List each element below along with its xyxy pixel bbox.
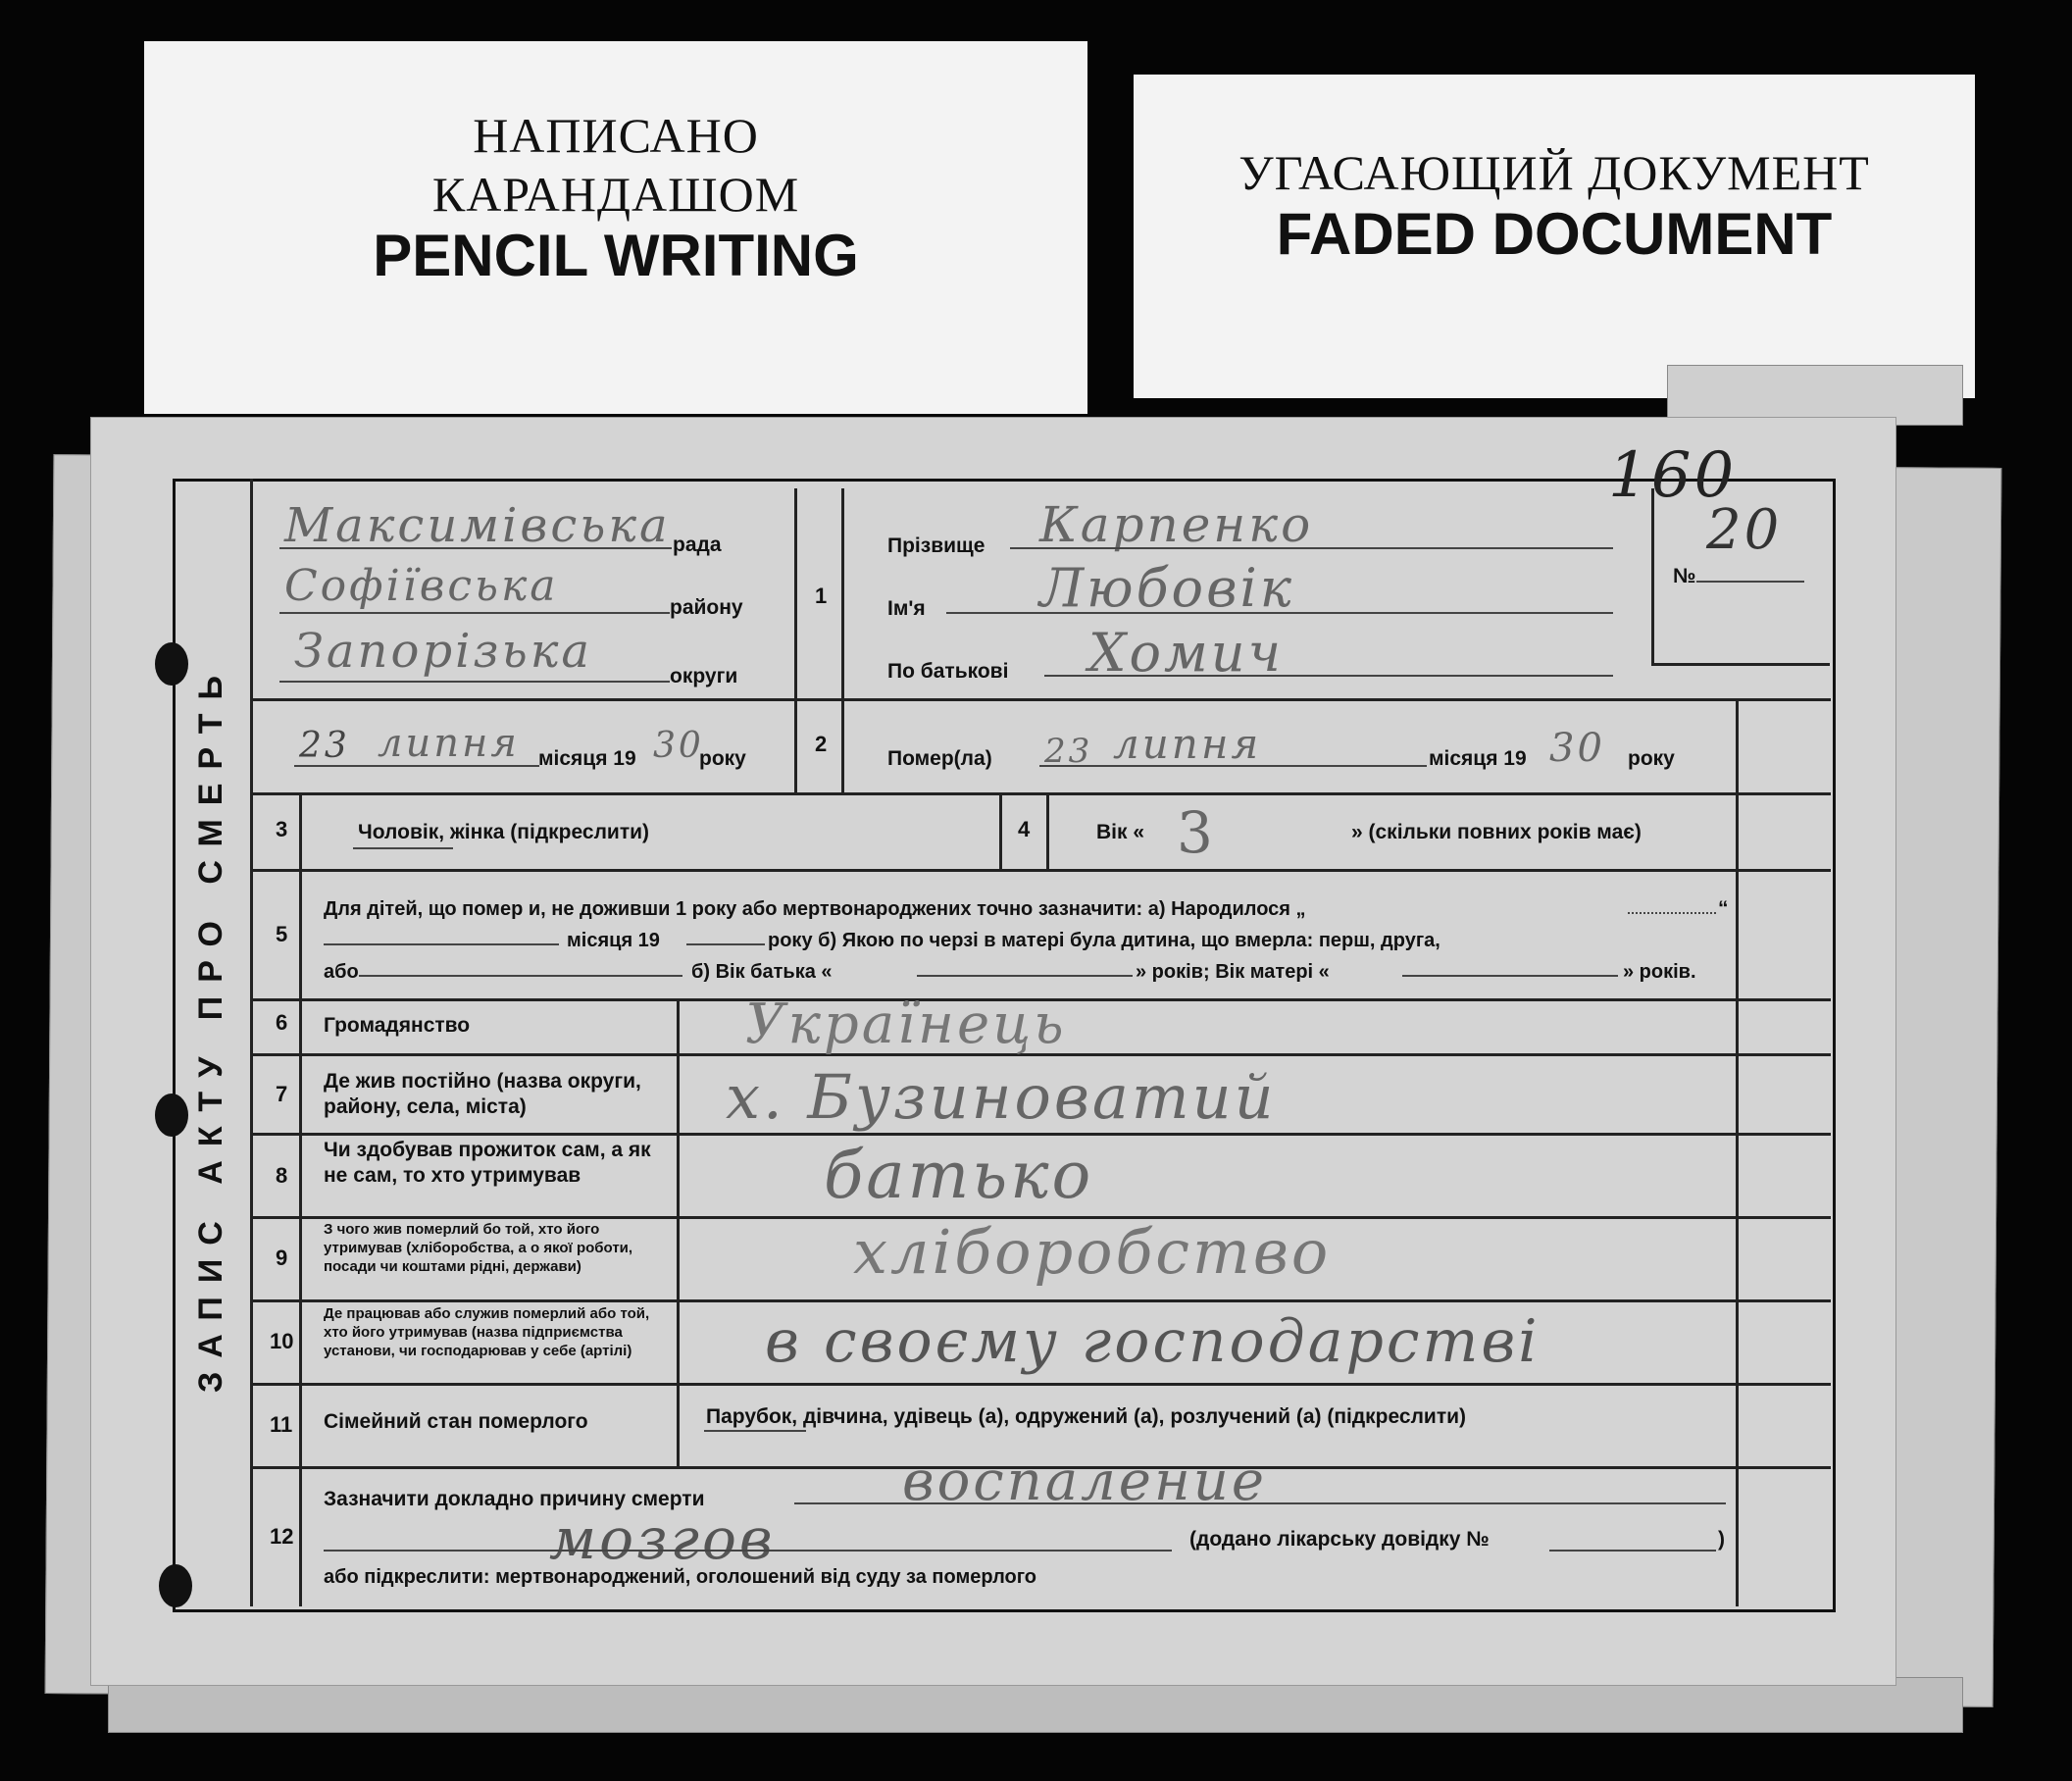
income-source-value: хліборобство	[853, 1216, 1332, 1288]
card-ru-line1: НАПИСАНО	[473, 108, 759, 163]
died-day: 23	[1044, 732, 1093, 771]
record-number-bottom: 20	[1706, 498, 1783, 562]
vertical-title: ЗАПИС АКТУ ПРО СМЕРТЬ	[192, 662, 229, 1393]
name-label: Ім'я	[887, 597, 926, 620]
okrug-value: Запорізька	[294, 624, 593, 679]
row-number: 5	[276, 922, 288, 946]
record-number-top: 160	[1608, 439, 1738, 512]
income-source-label: З чого жив померлий бо той, хто його утримував (хліборобства, а о якої роботи, посади чи коштами рідні, держави)	[324, 1221, 633, 1275]
rayon-label: району	[670, 596, 743, 619]
surname-label: Прізвище	[887, 534, 985, 557]
reg-year: 30	[653, 726, 704, 766]
row-number: 9	[276, 1246, 288, 1270]
surname-value: Карпенко	[1039, 496, 1314, 553]
row-number: 10	[270, 1329, 294, 1353]
underline-male	[353, 847, 453, 849]
died-month-label: місяця 19	[1429, 747, 1527, 770]
rada-value: Максимівська	[284, 498, 671, 553]
rada-label: рада	[673, 534, 722, 556]
pencil-writing-card	[144, 41, 1087, 414]
reg-day: 23	[299, 726, 350, 766]
row-number: 8	[276, 1163, 288, 1188]
infant-line3c: » років; Вік матері «	[1136, 961, 1330, 983]
card-en: PENCIL WRITING	[373, 223, 859, 288]
residence-value: х. Бузиноватий	[726, 1061, 1277, 1133]
died-label: Помер(ла)	[887, 747, 992, 770]
row-number: 7	[276, 1082, 288, 1106]
medical-cert-end: )	[1718, 1528, 1725, 1551]
age-label: Вік «	[1096, 821, 1145, 843]
rayon-value: Софіївська	[284, 561, 559, 611]
row-number: 2	[815, 732, 828, 756]
infant-line3d: » років.	[1623, 961, 1696, 983]
row-number: 4	[1018, 817, 1031, 841]
reg-month-label: місяця 19	[538, 747, 636, 770]
age-value: 3	[1177, 799, 1216, 866]
livelihood-label: Чи здобував прожиток сам, а як не сам, то хто утримував	[324, 1139, 651, 1187]
row-number: 11	[270, 1412, 293, 1437]
medical-cert-label: (додано лікарську довідку №	[1189, 1528, 1490, 1551]
workplace-label: Де працював або служив померлий або той, хто його утримував (назва підприємства установи, чи господарював у себе (артілі)	[324, 1305, 650, 1359]
reg-month: липня	[378, 721, 520, 766]
card-ru-line2: КАРАНДАШОМ	[431, 167, 800, 222]
infant-line2b: року б) Якою по черзі в матері була дитина, що вмерла: перш, друга,	[768, 930, 1440, 951]
marital-status-options: Парубок, дівчина, удівець (а), одружений (а), розлучений (а) (підкреслити)	[706, 1405, 1467, 1428]
cause-value-1: воспаление	[902, 1450, 1268, 1513]
row-number: 6	[276, 1010, 288, 1035]
infant-line1: Для дітей, що помер и, не доживши 1 року або мертвонароджених точно зазначити: а) Народилося „	[324, 898, 1306, 920]
infant-line3b: б) Вік батька «	[691, 961, 833, 983]
name-value: Любовік	[1039, 557, 1295, 619]
residence-label: Де жив постійно (назва округи, району, села, міста)	[324, 1070, 641, 1118]
infant-line2: місяця 19	[567, 930, 660, 951]
underline-bachelor	[704, 1430, 806, 1432]
died-year: 30	[1549, 726, 1605, 771]
infant-line1-end: “	[1718, 897, 1729, 920]
faded-document-card	[1134, 75, 1975, 398]
row-number: 3	[276, 817, 288, 841]
reg-year-label: року	[699, 747, 746, 770]
infant-line3a: або	[324, 961, 359, 983]
card-en: FADED DOCUMENT	[1276, 201, 1833, 267]
row-number: 1	[815, 584, 828, 608]
livelihood-value: батько	[824, 1138, 1094, 1213]
patronymic-label: По батькові	[887, 660, 1009, 683]
workplace-value: в своєму господарстві	[765, 1307, 1541, 1376]
cause-footer: або підкреслити: мертвонароджений, оголошений від суду за померлого	[324, 1566, 1037, 1588]
record-number-label: №	[1673, 565, 1696, 587]
died-year-label: року	[1628, 747, 1675, 770]
age-suffix: » (скільки повних років має)	[1351, 821, 1642, 843]
died-month: липня	[1113, 720, 1262, 768]
citizenship-label: Громадянство	[324, 1014, 471, 1037]
sex-label: Чоловік, жінка (підкреслити)	[358, 821, 650, 843]
citizenship-value: Українець	[745, 992, 1067, 1056]
okrug-label: округи	[670, 665, 738, 687]
row-number: 12	[270, 1524, 294, 1549]
patronymic-value: Хомич	[1088, 622, 1285, 684]
cause-label: Зазначити докладно причину смерти	[324, 1488, 705, 1510]
card-ru: УГАСАЮЩИЙ ДОКУМЕНТ	[1238, 145, 1870, 200]
marital-status-label: Сімейний стан померлого	[324, 1410, 588, 1433]
cause-value-2: мозгов	[549, 1505, 776, 1572]
